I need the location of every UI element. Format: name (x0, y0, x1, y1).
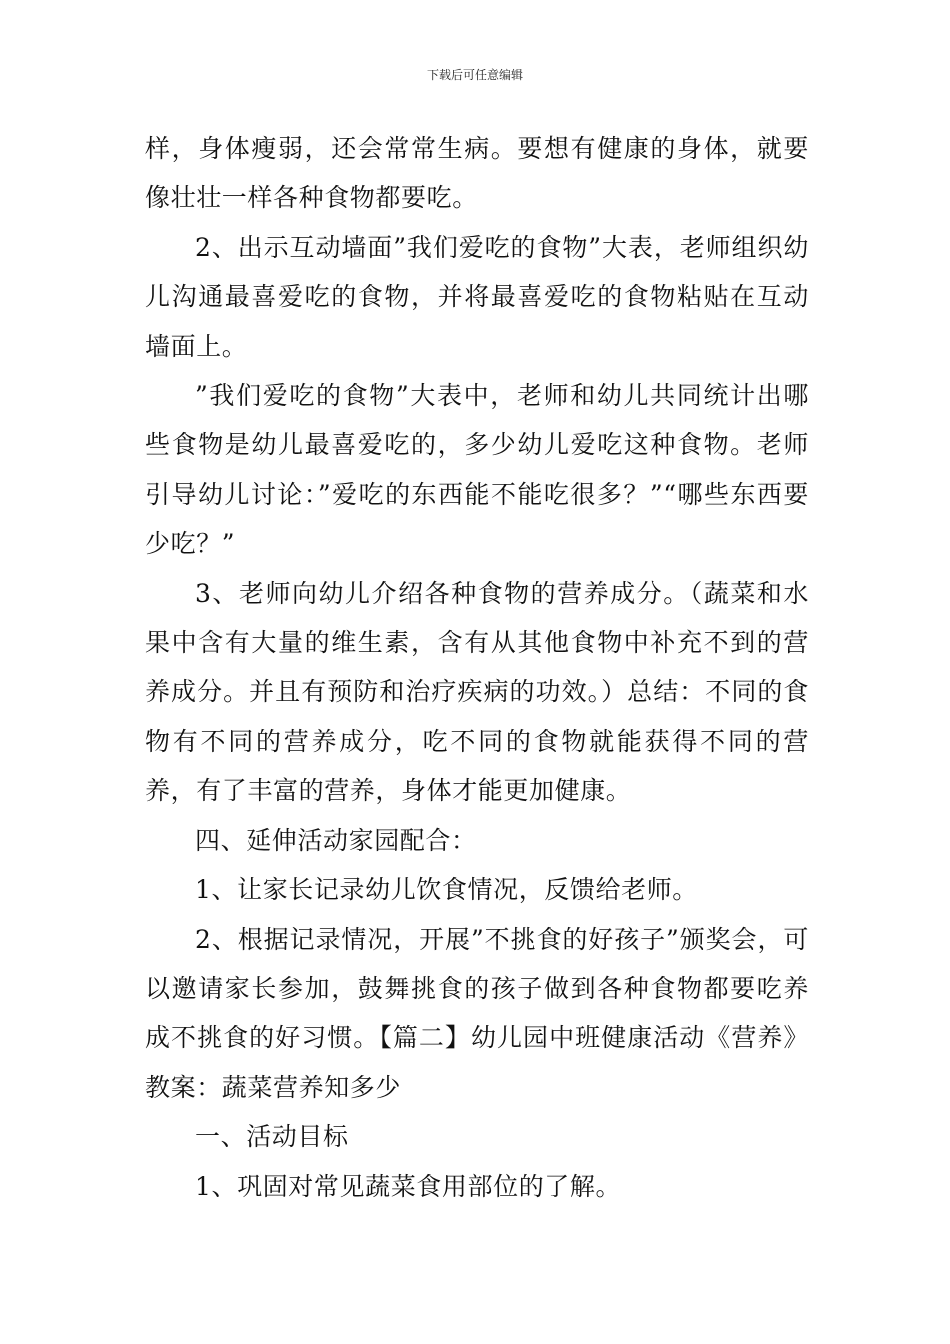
page-header: 下载后可任意编辑 (426, 68, 523, 82)
paragraph-extension-2: 2、根据记录情况，开展”不挑食的好孩子”颁奖会，可以邀请家长参加，鼓舞挑食的孩子做到各种食物都要吃养成不挑食的好习惯。【篇二】幼儿园中班健康活动《营养》教案：蔬菜营养知多少 (145, 924, 809, 1102)
paragraph-food-table: ”我们爱吃的食物”大表中，老师和幼儿共同统计出哪些食物是幼儿最喜爱吃的，多少幼儿爱吃这种食物。老师引导幼儿讨论：”爱吃的东西能不能吃很多？”“哪些东西要少吃？” (145, 381, 809, 559)
document-body (145, 124, 809, 1211)
section-heading-goals: 一、活动目标 (195, 1122, 349, 1152)
paragraph-step-2: 2、出示互动墙面”我们爱吃的食物”大表，老师组织幼儿沟通最喜爱吃的食物，并将最喜爱吃的食物粘贴在互动墙面上。 (145, 232, 809, 361)
section-heading-extension: 四、延伸活动家园配合： (195, 825, 477, 855)
paragraph-continuation: 样，身体瘦弱，还会常常生病。要想有健康的身体，就要像壮壮一样各种食物都要吃。 (145, 134, 809, 213)
paragraph-step-3: 3、老师向幼儿介绍各种食物的营养成分。（蔬菜和水果中含有大量的维生素，含有从其他食物中补充不到的营养成分。并且有预防和治疗疾病的功效。）总结：不同的食物有不同的营养成分，吃不同的食物就能获得不同的营养，有了丰富的营养，身体才能更加健康。 (145, 578, 809, 806)
paragraph-goal-1: 1、巩固对常见蔬菜食用部位的了解。 (195, 1171, 622, 1201)
paragraph-extension-1: 1、让家长记录幼儿饮食情况，反馈给老师。 (195, 875, 698, 905)
